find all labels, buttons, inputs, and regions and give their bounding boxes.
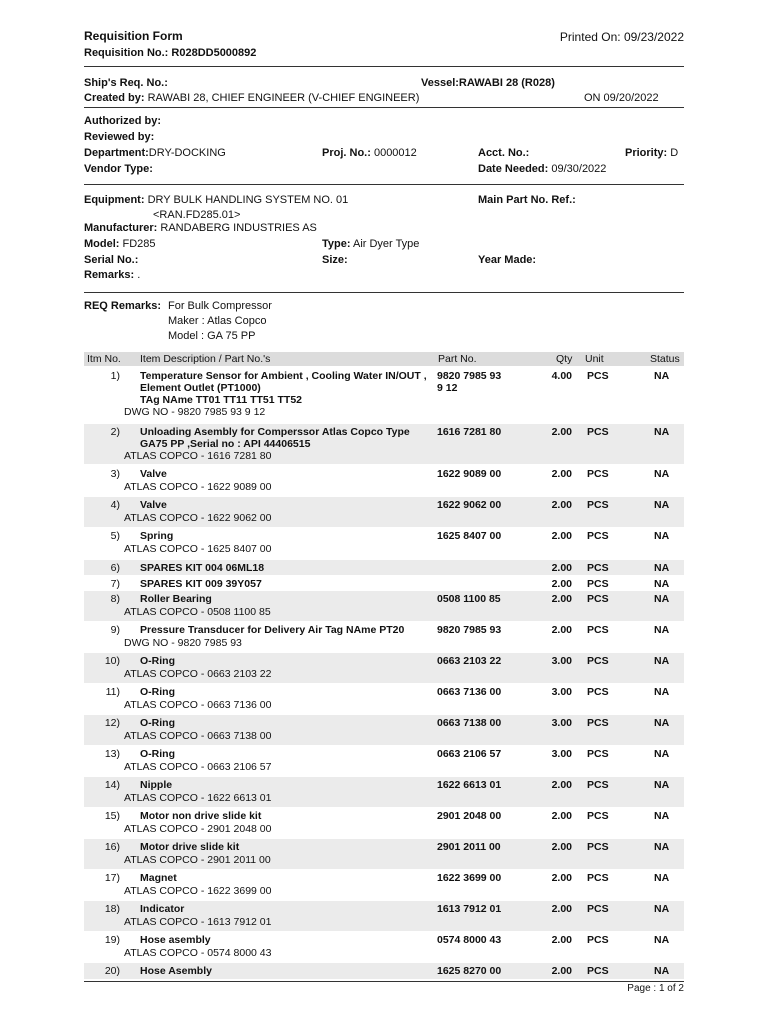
header-description: Item Description / Part No.'s (140, 353, 271, 365)
part-number: 1622 9062 00 (437, 499, 502, 511)
unit: PCS (587, 468, 609, 480)
item-description: SPARES KIT 004 06ML18 (140, 562, 265, 574)
unit: PCS (587, 841, 609, 853)
unit: PCS (587, 965, 609, 977)
item-number: 4) (110, 499, 120, 511)
unit: PCS (587, 593, 609, 605)
vendor-type-label: Vendor Type: (84, 163, 153, 175)
requisition-number-value: R028DD5000892 (171, 47, 257, 59)
status: NA (654, 530, 670, 542)
quantity: 2.00 (551, 779, 572, 791)
page-indicator: Page : 1 of 2 (627, 983, 684, 994)
part-number: 1622 6613 01 (437, 779, 502, 791)
unit: PCS (587, 562, 609, 574)
type (322, 238, 419, 250)
item-description: Valve (140, 499, 167, 511)
remarks (84, 269, 140, 281)
status: NA (654, 810, 670, 822)
quantity: 2.00 (551, 468, 572, 480)
quantity: 3.00 (551, 686, 572, 698)
item-description: Motor drive slide kit (140, 841, 240, 853)
item-reference: ATLAS COPCO - 1622 6613 01 (124, 792, 272, 804)
unit: PCS (587, 872, 609, 884)
quantity: 2.00 (551, 499, 572, 511)
divider (84, 184, 684, 185)
equipment-ref: <RAN.FD285.01> (153, 209, 241, 221)
serial-number-label: Serial No.: (84, 254, 139, 266)
part-number: 1616 7281 80 (437, 426, 502, 438)
item-number: 20) (104, 965, 120, 977)
quantity: 3.00 (551, 717, 572, 729)
unit: PCS (587, 748, 609, 760)
header-part-no: Part No. (438, 353, 477, 365)
item-number: 1) (110, 370, 120, 382)
quantity: 2.00 (551, 872, 572, 884)
item-reference: ATLAS COPCO - 1622 9062 00 (124, 512, 272, 524)
manufacturer (84, 222, 317, 234)
year-made-label: Year Made: (478, 254, 537, 266)
project-number-value: 0000012 (373, 147, 417, 159)
table-row (84, 368, 684, 422)
form-title: Requisition Form (84, 29, 183, 43)
unit: PCS (587, 578, 609, 590)
req-remarks-line: Model : GA 75 PP (168, 330, 256, 342)
part-number: 0574 8000 43 (437, 934, 502, 946)
status: NA (654, 779, 670, 791)
quantity: 2.00 (551, 965, 572, 977)
header-unit: Unit (585, 353, 604, 365)
item-description: Roller Bearing (140, 593, 212, 605)
item-reference: ATLAS COPCO - 1622 9089 00 (124, 481, 272, 493)
item-number: 7) (110, 578, 120, 590)
created-by-label: Created by: (84, 92, 145, 104)
item-description: Motor non drive slide kit (140, 810, 262, 822)
priority-label: Priority: (625, 147, 668, 159)
unit: PCS (587, 903, 609, 915)
unit: PCS (587, 779, 609, 791)
table-row (84, 653, 684, 683)
item-description: GA75 PP ,Serial no : API 44406515 (140, 438, 311, 450)
project-number (322, 147, 417, 159)
part-number: 0663 7136 00 (437, 686, 502, 698)
item-number: 8) (110, 593, 120, 605)
item-number: 3) (110, 468, 120, 480)
quantity: 3.00 (551, 655, 572, 667)
status: NA (654, 593, 670, 605)
item-reference: ATLAS COPCO - 1616 7281 80 (124, 450, 272, 462)
model-label: Model: (84, 238, 120, 250)
remarks-label: Remarks: (84, 269, 135, 281)
item-description: O-Ring (140, 748, 175, 760)
type-label: Type: (322, 238, 351, 250)
item-number: 13) (104, 748, 120, 760)
item-description: Temperature Sensor for Ambient , Cooling Water IN/OUT , (140, 370, 427, 382)
department (84, 147, 226, 159)
date-needed-label: Date Needed: (478, 163, 549, 175)
unit: PCS (587, 426, 609, 438)
part-number: 1622 9089 00 (437, 468, 502, 480)
quantity: 2.00 (551, 562, 572, 574)
status: NA (654, 965, 670, 977)
table-row (84, 870, 684, 900)
req-remarks-line: For Bulk Compressor (168, 300, 272, 312)
status: NA (654, 748, 670, 760)
status: NA (654, 717, 670, 729)
item-description: Hose Asembly (140, 965, 212, 977)
item-number: 14) (104, 779, 120, 791)
table-row (84, 839, 684, 869)
item-reference: ATLAS COPCO - 1625 8407 00 (124, 543, 272, 555)
ships-req-label: Ship's Req. No.: (84, 77, 168, 89)
item-reference: DWG NO - 9820 7985 93 (124, 637, 242, 649)
item-description: Hose asembly (140, 934, 211, 946)
part-number: 1622 3699 00 (437, 872, 502, 884)
item-description: Unloading Asembly for Comperssor Atlas Copco Type (140, 426, 410, 438)
part-number: 1613 7912 01 (437, 903, 502, 915)
item-reference: ATLAS COPCO - 0663 2106 57 (124, 761, 272, 773)
item-reference: ATLAS COPCO - 0663 2103 22 (124, 668, 272, 680)
item-number: 2) (110, 426, 120, 438)
priority (625, 147, 678, 159)
item-number: 18) (104, 903, 120, 915)
status: NA (654, 562, 670, 574)
status: NA (654, 370, 670, 382)
quantity: 3.00 (551, 748, 572, 760)
item-description: SPARES KIT 009 39Y057 (140, 578, 262, 590)
unit: PCS (587, 810, 609, 822)
part-number: 1625 8407 00 (437, 530, 502, 542)
vessel-label: Vessel: (421, 77, 459, 89)
model (84, 238, 156, 250)
reviewed-by-label: Reviewed by: (84, 131, 155, 143)
table-header (84, 352, 684, 366)
item-reference: ATLAS COPCO - 1622 3699 00 (124, 885, 272, 897)
table-row (84, 684, 684, 714)
part-number: 9 12 (437, 382, 458, 394)
item-number: 12) (104, 717, 120, 729)
item-description: Nipple (140, 779, 173, 791)
date-needed-value: 09/30/2022 (551, 163, 607, 175)
main-part-ref-label: Main Part No. Ref.: (478, 194, 576, 206)
item-description: O-Ring (140, 686, 175, 698)
quantity: 2.00 (551, 810, 572, 822)
item-reference: ATLAS COPCO - 0508 1100 85 (124, 606, 271, 618)
divider (84, 66, 684, 67)
item-number: 15) (104, 810, 120, 822)
part-number: 9820 7985 93 (437, 370, 502, 382)
equipment-label: Equipment: (84, 194, 145, 206)
item-number: 11) (105, 686, 120, 698)
item-description: Spring (140, 530, 174, 542)
part-number: 2901 2048 00 (437, 810, 502, 822)
printed-on (560, 30, 684, 44)
quantity: 2.00 (551, 426, 572, 438)
status: NA (654, 468, 670, 480)
quantity: 2.00 (551, 624, 572, 636)
item-description: Indicator (140, 903, 185, 915)
part-number: 0663 2103 22 (437, 655, 502, 667)
vessel (421, 77, 555, 89)
table-row (84, 497, 684, 527)
divider (84, 107, 684, 108)
unit: PCS (587, 686, 609, 698)
printed-on-label: Printed On: (559, 30, 621, 44)
table-row (84, 560, 684, 575)
table-row (84, 591, 684, 621)
priority-value: D (670, 147, 679, 159)
created-by-value: RAWABI 28, CHIEF ENGINEER (V-CHIEF ENGINEER) (147, 92, 420, 104)
quantity: 2.00 (551, 578, 572, 590)
status: NA (654, 686, 670, 698)
item-description: O-Ring (140, 655, 175, 667)
table-row (84, 715, 684, 745)
table-row (84, 901, 684, 931)
item-description: Element Outlet (PT1000) (140, 382, 261, 394)
status: NA (654, 655, 670, 667)
unit: PCS (587, 370, 609, 382)
table-row (84, 963, 684, 979)
item-number: 6) (110, 562, 120, 574)
authorized-by-label: Authorized by: (84, 115, 161, 127)
project-number-label: Proj. No.: (322, 147, 371, 159)
table-row (84, 746, 684, 776)
status: NA (654, 872, 670, 884)
divider (84, 292, 684, 293)
unit: PCS (587, 717, 609, 729)
equipment-value: DRY BULK HANDLING SYSTEM NO. 01 (147, 194, 349, 206)
part-number: 0508 1100 85 (437, 593, 501, 605)
size-label: Size: (322, 254, 348, 266)
quantity: 4.00 (551, 370, 572, 382)
req-remarks-label: REQ Remarks: (84, 300, 162, 312)
table-row (84, 576, 684, 591)
quantity: 2.00 (551, 530, 572, 542)
item-description: TAg NAme TT01 TT11 TT51 TT52 (140, 394, 303, 406)
quantity: 2.00 (551, 934, 572, 946)
remarks-value: . (137, 269, 141, 281)
item-reference: ATLAS COPCO - 2901 2048 00 (124, 823, 272, 835)
item-description: O-Ring (140, 717, 175, 729)
status: NA (654, 841, 670, 853)
printed-on-date: 09/23/2022 (623, 30, 684, 44)
quantity: 2.00 (551, 841, 572, 853)
req-remarks-line: Maker : Atlas Copco (168, 315, 267, 327)
requisition-number (84, 47, 256, 59)
date-needed (478, 163, 606, 175)
item-reference: DWG NO - 9820 7985 93 9 12 (124, 406, 266, 418)
table-row (84, 777, 684, 807)
item-reference: ATLAS COPCO - 0663 7138 00 (124, 730, 272, 742)
item-reference: ATLAS COPCO - 0574 8000 43 (124, 947, 272, 959)
part-number: 2901 2011 00 (437, 841, 501, 853)
manufacturer-label: Manufacturer: (84, 222, 158, 234)
table-row (84, 528, 684, 558)
vessel-value: RAWABI 28 (R028) (458, 77, 555, 89)
created-on: ON 09/20/2022 (584, 92, 659, 104)
account-number-label: Acct. No.: (478, 147, 530, 159)
quantity: 2.00 (551, 593, 572, 605)
divider (84, 981, 684, 982)
requisition-number-label: Requisition No.: (84, 47, 169, 59)
header-item-no: Itm No. (87, 353, 121, 365)
table-row (84, 424, 684, 464)
item-number: 16) (104, 841, 120, 853)
department-label: Department: (84, 147, 149, 159)
part-number: 1625 8270 00 (437, 965, 502, 977)
department-value: DRY-DOCKING (148, 147, 226, 159)
item-number: 5) (110, 530, 120, 542)
item-number: 9) (110, 624, 120, 636)
status: NA (654, 624, 670, 636)
table-row (84, 466, 684, 496)
table-row (84, 622, 684, 652)
unit: PCS (587, 499, 609, 511)
manufacturer-value: RANDABERG INDUSTRIES AS (160, 222, 317, 234)
item-number: 19) (104, 934, 120, 946)
unit: PCS (587, 624, 609, 636)
item-description: Pressure Transducer for Delivery Air Tag NAme PT20 (140, 624, 405, 636)
item-reference: ATLAS COPCO - 2901 2011 00 (124, 854, 271, 866)
unit: PCS (587, 530, 609, 542)
table-row (84, 932, 684, 962)
item-description: Magnet (140, 872, 177, 884)
type-value: Air Dyer Type (352, 238, 420, 250)
item-reference: ATLAS COPCO - 1613 7912 01 (124, 916, 272, 928)
item-description: Valve (140, 468, 167, 480)
header-status: Status (650, 353, 680, 365)
item-number: 10) (104, 655, 120, 667)
created-by (84, 92, 419, 104)
equipment (84, 194, 348, 206)
item-reference: ATLAS COPCO - 0663 7136 00 (124, 699, 272, 711)
part-number: 0663 7138 00 (437, 717, 502, 729)
quantity: 2.00 (551, 903, 572, 915)
part-number: 9820 7985 93 (437, 624, 502, 636)
header-qty: Qty (556, 353, 573, 365)
unit: PCS (587, 934, 609, 946)
status: NA (654, 903, 670, 915)
table-row (84, 808, 684, 838)
unit: PCS (587, 655, 609, 667)
item-number: 17) (104, 872, 120, 884)
model-value: FD285 (122, 238, 156, 250)
status: NA (654, 426, 670, 438)
status: NA (654, 499, 670, 511)
status: NA (654, 934, 670, 946)
part-number: 0663 2106 57 (437, 748, 502, 760)
status: NA (654, 578, 670, 590)
